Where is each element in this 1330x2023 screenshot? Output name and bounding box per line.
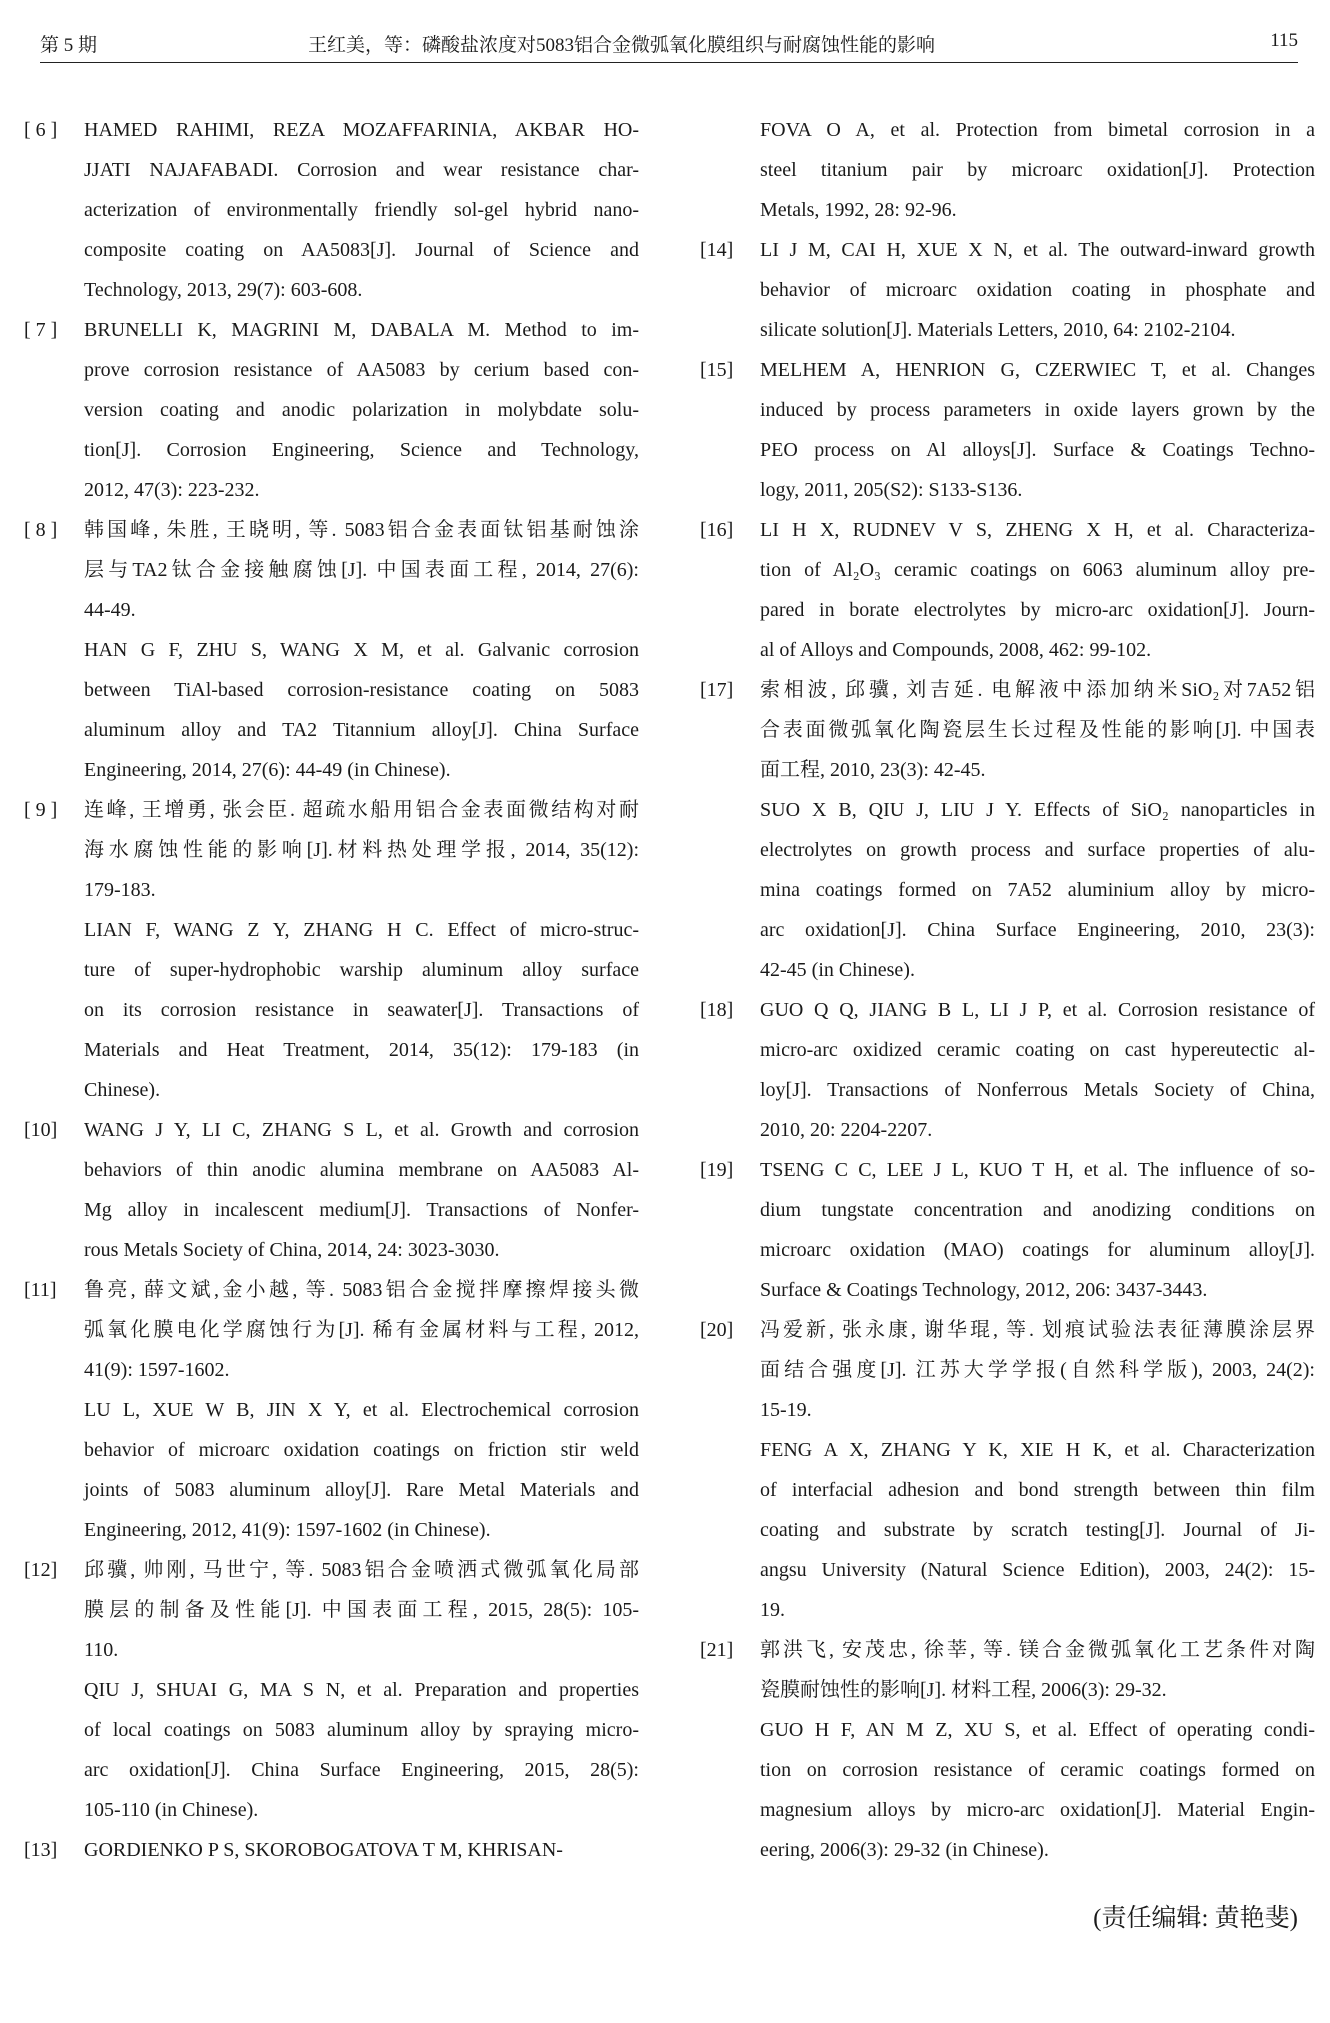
reference-number: [16] [700,519,734,541]
reference-line: Metals, 1992, 28: 92-96. [760,199,957,221]
reference-number: [ 9 ] [24,799,58,821]
reference-number: [19] [700,1159,734,1181]
reference-line: LU L, XUE W B, JIN X Y, et al. Electrochemical corrosion [84,1399,639,1421]
reference-line: SUO X B, QIU J, LIU J Y. Effects of SiO₂ nanoparticles in [760,799,1315,821]
reference-line: mina coatings formed on 7A52 aluminium alloy by micro- [760,879,1315,901]
reference-line: 邱骥, 帅刚, 马世宁, 等. 5083铝合金喷洒式微弧氧化局部 [84,1559,639,1581]
reference-line: pared in borate electrolytes by micro-arc oxidation[J]. Journ- [760,599,1315,621]
reference-line: 膜层的制备及性能[J]. 中国表面工程, 2015, 28(5): 105- [84,1599,639,1621]
reference-number: [10] [24,1119,58,1141]
reference-line: LI J M, CAI H, XUE X N, et al. The outward-inward growth [760,239,1315,261]
reference-number: [21] [700,1639,734,1661]
reference-item [700,1150,1315,1310]
reference-line: Engineering, 2012, 41(9): 1597-1602 (in Chinese). [84,1519,491,1541]
reference-line: 2012, 47(3): 223-232. [84,479,260,501]
reference-number: [13] [24,1839,58,1861]
reference-line: Engineering, 2014, 27(6): 44-49 (in Chinese). [84,759,451,781]
reference-item [700,1630,1315,1870]
reference-line: 19. [760,1599,785,1621]
editor-note: (责任编辑: 黄艳斐) [1093,1905,1298,1932]
reference-line: composite coating on AA5083[J]. Journal of Science and [84,239,639,261]
reference-line: Technology, 2013, 29(7): 603-608. [84,279,363,301]
reference-item [700,230,1315,350]
reference-number: [ 6 ] [24,119,58,141]
reference-line: 层与TA2钛合金接触腐蚀[J]. 中国表面工程, 2014, 27(6): [84,559,639,581]
reference-line: on its corrosion resistance in seawater[J]. Transactions of [84,999,639,1021]
reference-line: of interfacial adhesion and bond strength between thin film [760,1479,1315,1501]
reference-line: ture of super-hydrophobic warship aluminum alloy surface [84,959,639,981]
reference-line: 索相波, 邱骥, 刘吉延. 电解液中添加纳米SiO₂对7A52铝 [760,679,1315,701]
reference-line: MELHEM A, HENRION G, CZERWIEC T, et al. Changes [760,359,1315,381]
issue-number: 第 5 期 [40,35,98,56]
reference-line: magnesium alloys by micro-arc oxidation[J]. Material Engin- [760,1799,1315,1821]
reference-line: arc oxidation[J]. China Surface Engineering, 2015, 28(5): [84,1759,639,1781]
page-number: 115 [1270,30,1298,51]
running-header [40,30,1298,60]
reference-line: 合表面微弧氧化陶瓷层生长过程及性能的影响[J]. 中国表 [760,719,1315,741]
reference-item [700,990,1315,1150]
reference-item [700,1310,1315,1630]
reference-line: induced by process parameters in oxide layers grown by the [760,399,1315,421]
reference-item [700,670,1315,990]
reference-line: 面结合强度[J]. 江苏大学学报(自然科学版), 2003, 24(2): [760,1359,1315,1381]
reference-line: Surface & Coatings Technology, 2012, 206: 3437-3443. [760,1279,1208,1301]
reference-line: al of Alloys and Compounds, 2008, 462: 99-102. [760,639,1152,661]
reference-number: [12] [24,1559,58,1581]
reference-line: 2010, 20: 2204-2207. [760,1119,933,1141]
reference-line: rous Metals Society of China, 2014, 24: 3023-3030. [84,1239,500,1261]
reference-line: PEO process on Al alloys[J]. Surface & Coatings Techno- [760,439,1315,461]
reference-line: TSENG C C, LEE J L, KUO T H, et al. The influence of so- [760,1159,1315,1181]
reference-line: aluminum alloy and TA2 Titannium alloy[J]. China Surface [84,719,639,741]
reference-item [24,1550,639,1830]
reference-line: tion[J]. Corrosion Engineering, Science and Technology, [84,439,639,461]
reference-line: Materials and Heat Treatment, 2014, 35(12): 179-183 (in [84,1039,639,1061]
reference-line: logy, 2011, 205(S2): S133-S136. [760,479,1023,501]
reference-line: silicate solution[J]. Materials Letters, 2010, 64: 2102-2104. [760,319,1236,341]
reference-line: 连峰, 王增勇, 张会臣. 超疏水船用铝合金表面微结构对耐 [84,799,639,821]
reference-line: behavior of microarc oxidation coatings on friction stir weld [84,1439,639,1461]
reference-line: 179-183. [84,879,156,901]
reference-line: HAN G F, ZHU S, WANG X M, et al. Galvanic corrosion [84,639,639,661]
reference-number: [20] [700,1319,734,1341]
reference-item [24,510,639,790]
reference-line: LIAN F, WANG Z Y, ZHANG H C. Effect of micro-struc- [84,919,639,941]
reference-number: [11] [24,1279,57,1301]
reference-line: HAMED RAHIMI, REZA MOZAFFARINIA, AKBAR HO- [84,119,639,141]
reference-line: steel titanium pair by microarc oxidation[J]. Protection [760,159,1315,181]
reference-item [700,110,1315,230]
reference-line: WANG J Y, LI C, ZHANG S L, et al. Growth and corrosion [84,1119,639,1141]
reference-line: tion on corrosion resistance of ceramic coatings formed on [760,1759,1315,1781]
reference-line: BRUNELLI K, MAGRINI M, DABALA M. Method to im- [84,319,639,341]
reference-item [24,110,639,310]
reference-item [700,350,1315,510]
reference-line: 105-110 (in Chinese). [84,1799,259,1821]
reference-number: [ 7 ] [24,319,58,341]
reference-line: 鲁亮, 薛文斌,金小越, 等. 5083铝合金搅拌摩擦焊接头微 [84,1279,639,1301]
reference-line: loy[J]. Transactions of Nonferrous Metals Society of China, [760,1079,1315,1101]
reference-line: Chinese). [84,1079,161,1101]
reference-line: 15-19. [760,1399,812,1421]
reference-line: angsu University (Natural Science Edition), 2003, 24(2): 15- [760,1559,1315,1581]
reference-line: 郭洪飞, 安茂忠, 徐莘, 等. 镁合金微弧氧化工艺条件对陶 [760,1639,1315,1661]
header-rule [40,62,1298,63]
reference-number: [17] [700,679,734,701]
reference-line: 44-49. [84,599,136,621]
reference-line: QIU J, SHUAI G, MA S N, et al. Preparation and properties [84,1679,639,1701]
reference-line: GUO Q Q, JIANG B L, LI J P, et al. Corrosion resistance of [760,999,1315,1021]
reference-line: electrolytes on growth process and surface properties of alu- [760,839,1315,861]
reference-line: eering, 2006(3): 29-32 (in Chinese). [760,1839,1049,1861]
reference-line: joints of 5083 aluminum alloy[J]. Rare Metal Materials and [84,1479,639,1501]
reference-line: of local coatings on 5083 aluminum alloy by spraying micro- [84,1719,639,1741]
running-title: 王红美，等：磷酸盐浓度对5083铝合金微弧氧化膜组织与耐腐蚀性能的影响 [308,35,936,56]
reference-line: 42-45 (in Chinese). [760,959,915,981]
reference-item [24,1830,639,1870]
reference-item [24,1110,639,1270]
reference-line: FENG A X, ZHANG Y K, XIE H K, et al. Characterization [760,1439,1315,1461]
reference-line: 海水腐蚀性能的影响[J].材料热处理学报, 2014, 35(12): [84,839,639,861]
reference-line: 瓷膜耐蚀性的影响[J]. 材料工程, 2006(3): 29-32. [760,1679,1167,1701]
reference-line: 韩国峰, 朱胜, 王晓明, 等. 5083铝合金表面钛铝基耐蚀涂 [84,519,639,541]
reference-number: [18] [700,999,734,1021]
reference-line: micro-arc oxidized ceramic coating on cast hypereutectic al- [760,1039,1315,1061]
reference-line: LI H X, RUDNEV V S, ZHENG X H, et al. Characteriza- [760,519,1315,541]
reference-line: 冯爱新, 张永康, 谢华琨, 等. 划痕试验法表征薄膜涂层界 [760,1319,1315,1341]
reference-line: 41(9): 1597-1602. [84,1359,230,1381]
reference-item [700,510,1315,670]
reference-item [24,310,639,510]
reference-line: microarc oxidation (MAO) coatings for aluminum alloy[J]. [760,1239,1315,1261]
reference-line: GORDIENKO P S, SKOROBOGATOVA T M, KHRISAN- [84,1839,563,1861]
reference-line: version coating and anodic polarization in molybdate solu- [84,399,639,421]
reference-line: GUO H F, AN M Z, XU S, et al. Effect of operating condi- [760,1719,1315,1741]
reference-line: dium tungstate concentration and anodizing conditions on [760,1199,1315,1221]
reference-line: acterization of environmentally friendly sol-gel hybrid nano- [84,199,639,221]
reference-item [24,1270,639,1550]
references-left-column [24,110,639,1870]
reference-line: JJATI NAJAFABADI. Corrosion and wear resistance char- [84,159,639,181]
reference-item [24,790,639,1110]
reference-line: behavior of microarc oxidation coating in phosphate and [760,279,1315,301]
reference-number: [14] [700,239,734,261]
reference-line: 弧氧化膜电化学腐蚀行为[J]. 稀有金属材料与工程, 2012, [84,1319,639,1341]
reference-line: prove corrosion resistance of AA5083 by cerium based con- [84,359,639,381]
reference-line: tion of Al₂O₃ ceramic coatings on 6063 aluminum alloy pre- [760,559,1315,581]
reference-line: FOVA O A, et al. Protection from bimetal corrosion in a [760,119,1315,141]
reference-line: between TiAl-based corrosion-resistance coating on 5083 [84,679,639,701]
reference-line: arc oxidation[J]. China Surface Engineering, 2010, 23(3): [760,919,1315,941]
reference-number: [ 8 ] [24,519,58,541]
reference-line: 110. [84,1639,119,1661]
reference-line: behaviors of thin anodic alumina membrane on AA5083 Al- [84,1159,639,1181]
reference-line: Mg alloy in incalescent medium[J]. Transactions of Nonfer- [84,1199,639,1221]
reference-number: [15] [700,359,734,381]
reference-line: coating and substrate by scratch testing[J]. Journal of Ji- [760,1519,1315,1541]
references-right-column [700,110,1315,1870]
reference-line: 面工程, 2010, 23(3): 42-45. [760,759,986,781]
